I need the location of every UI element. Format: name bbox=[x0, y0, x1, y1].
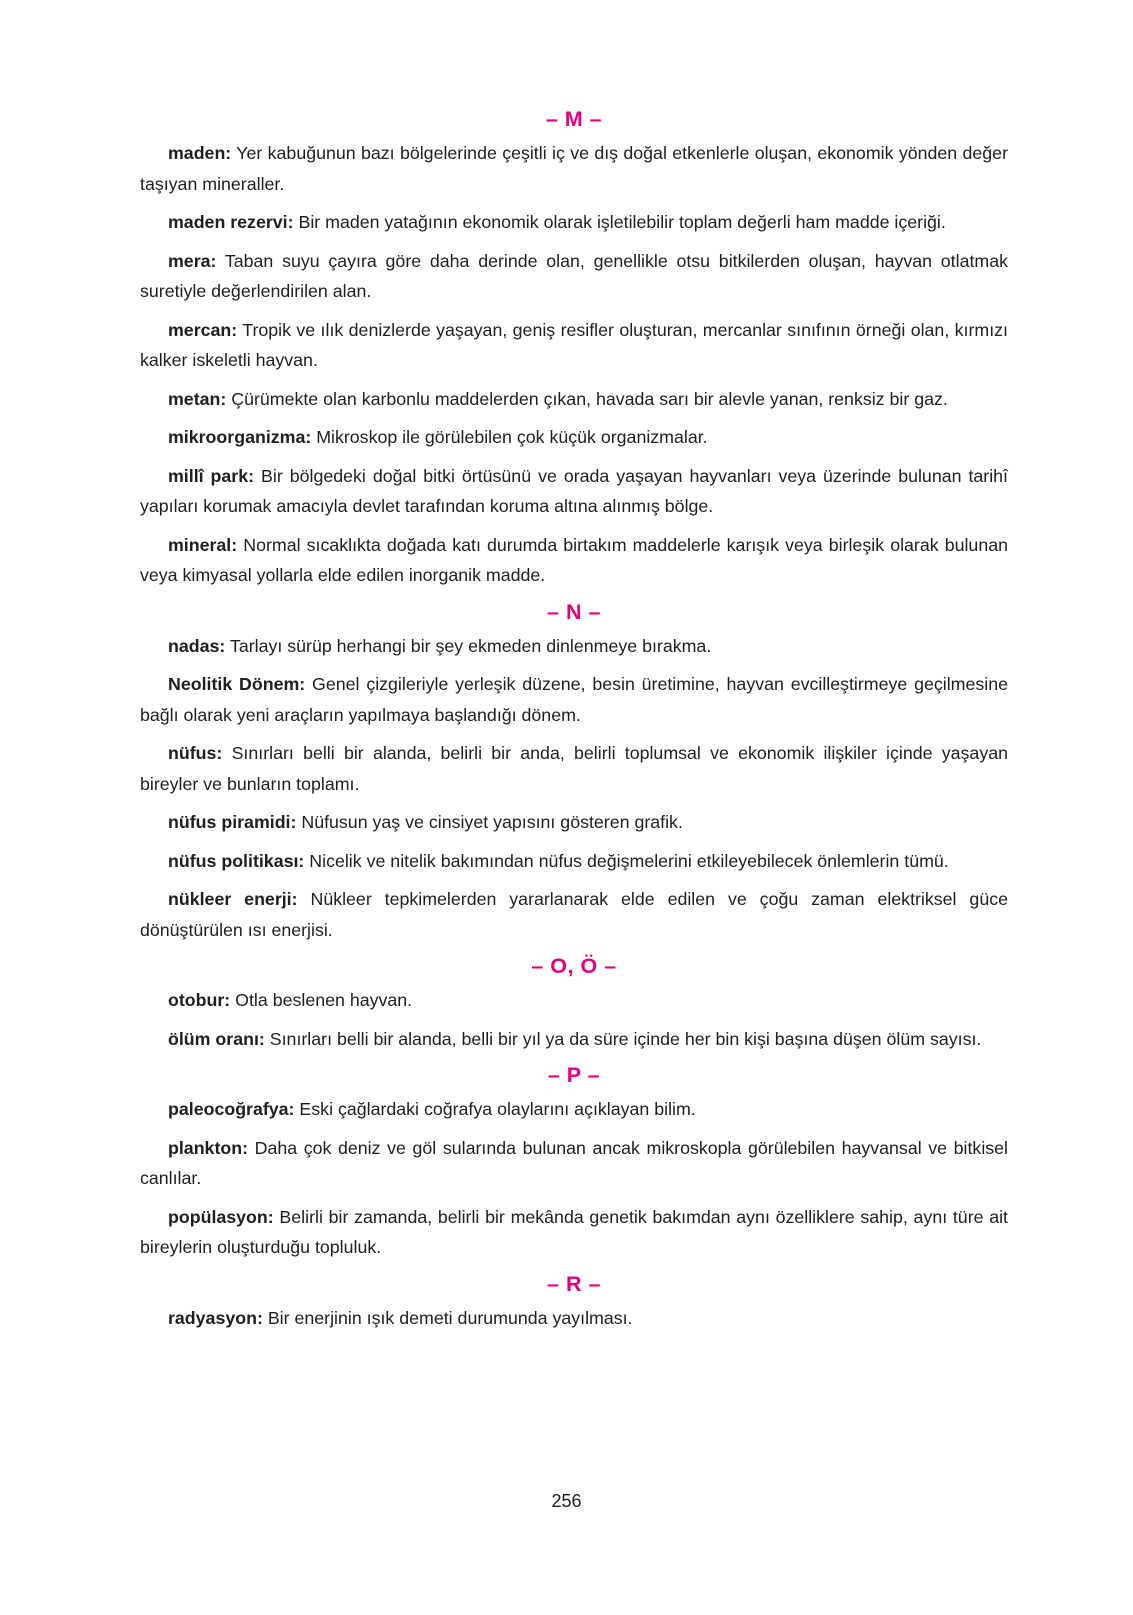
glossary-entry bbox=[140, 461, 1008, 522]
glossary-entry bbox=[140, 807, 1008, 838]
glossary-entry bbox=[140, 1133, 1008, 1194]
entry-definition: Bir bölgedeki doğal bitki örtüsünü ve orada yaşayan hayvanları veya üzerinde bulunan tarihî yapıları korumak amacıyla devlet tarafından koruma altına alınmış bölge. bbox=[140, 465, 1008, 516]
entry-definition: Nükleer tepkimelerden yararlanarak elde edilen ve çoğu zaman elektriksel güce dönüştürülen ısı enerjisi. bbox=[140, 889, 1008, 940]
entry-term: otobur: bbox=[168, 990, 231, 1010]
entry-definition: Otla beslenen hayvan. bbox=[230, 990, 413, 1010]
glossary-entry bbox=[140, 985, 1008, 1016]
glossary-entry bbox=[140, 884, 1008, 945]
entry-term: nüfus politikası: bbox=[168, 850, 305, 871]
glossary-entry bbox=[140, 846, 1008, 877]
entry-definition: Normal sıcaklıkta doğada katı durumda birtakım maddelerle karışık veya birleşik olarak bulunan veya kimyasal yollarla elde edilen inorganik madde. bbox=[140, 534, 1008, 585]
entry-term: nadas: bbox=[168, 635, 226, 656]
entry-term: nüfus piramidi: bbox=[168, 812, 297, 832]
entry-term: paleocoğrafya: bbox=[168, 1099, 295, 1119]
glossary-section-o bbox=[140, 953, 1008, 1054]
entry-definition: Tropik ve ılık denizlerde yaşayan, geniş resifler oluşturan, mercanlar sınıfının örneği olan, kırmızı kalker iskeletli hayvan. bbox=[140, 319, 1008, 370]
glossary-entry bbox=[140, 315, 1008, 376]
entry-term: millî park: bbox=[168, 465, 255, 486]
entry-term: plankton: bbox=[168, 1137, 249, 1158]
entry-term: mineral: bbox=[168, 534, 238, 555]
glossary-entry bbox=[140, 1024, 1008, 1055]
entry-definition: Bir maden yatağının ekonomik olarak işletilebilir toplam değerli ham madde içeriği. bbox=[293, 212, 946, 232]
entry-definition: Daha çok deniz ve göl sularında bulunan ancak mikroskopla görülebilen hayvansal ve bitkisel canlılar. bbox=[140, 1137, 1008, 1188]
glossary-entry bbox=[140, 1202, 1008, 1263]
entry-term: metan: bbox=[168, 388, 227, 409]
section-letter-heading: – P – bbox=[547, 1063, 601, 1087]
glossary-section-m bbox=[140, 106, 1008, 591]
entry-definition: Sınırları belli bir alanda, belli bir yıl ya da süre içinde her bin kişi başına düşen ölüm sayısı. bbox=[264, 1028, 982, 1049]
section-letter-heading: – R – bbox=[547, 1271, 601, 1296]
entry-term: nükleer enerji: bbox=[168, 889, 298, 909]
entry-definition: Yer kabuğunun bazı bölgelerinde çeşitli iç ve dış doğal etkenlerle oluşan, ekonomik yönden değer taşıyan mineraller. bbox=[140, 143, 1008, 194]
section-letter-heading: – M – bbox=[545, 107, 603, 131]
entry-definition: Mikroskop ile görülebilen çok küçük organizmalar. bbox=[311, 427, 708, 447]
glossary-entry bbox=[140, 138, 1008, 199]
glossary-section-r bbox=[140, 1271, 1008, 1334]
entry-term: nüfus: bbox=[168, 743, 223, 763]
glossary-entry bbox=[140, 246, 1008, 307]
glossary-section-p bbox=[140, 1062, 1008, 1263]
page-number: 256 bbox=[551, 1491, 582, 1511]
section-letter-heading: – O, Ö – bbox=[531, 954, 617, 978]
entry-definition: Bir enerjinin ışık demeti durumunda yayılması. bbox=[262, 1307, 633, 1328]
section-letter-heading: – N – bbox=[547, 599, 601, 624]
entry-term: mikroorganizma: bbox=[168, 427, 312, 447]
glossary-page bbox=[140, 106, 1008, 1341]
entry-term: maden: bbox=[168, 143, 232, 163]
glossary-entry bbox=[140, 738, 1008, 799]
entry-definition: Genel çizgileriyle yerleşik düzene, besin üretimine, hayvan evcilleştirmeye geçilmesine bağlı olarak yeni araçların yapılmaya başlandığı dönem. bbox=[140, 674, 1008, 725]
glossary-entry bbox=[140, 631, 1008, 662]
glossary-entry bbox=[140, 669, 1008, 730]
entry-term: Neolitik Dönem: bbox=[168, 674, 306, 694]
glossary-entry bbox=[140, 1303, 1008, 1334]
entry-definition: Belirli bir zamanda, belirli bir mekânda genetik bakımdan aynı özelliklere sahip, aynı türe ait bireylerin oluşturduğu topluluk. bbox=[140, 1206, 1008, 1257]
entry-term: maden rezervi: bbox=[168, 212, 294, 232]
entry-term: popülasyon: bbox=[168, 1206, 274, 1227]
entry-definition: Çürümekte olan karbonlu maddelerden çıkan, havada sarı bir alevle yanan, renksiz bir gaz. bbox=[226, 388, 948, 409]
glossary-entry bbox=[140, 207, 1008, 238]
glossary-entry bbox=[140, 384, 1008, 415]
entry-term: mercan: bbox=[168, 319, 238, 340]
entry-definition: Tarlayı sürüp herhangi bir şey ekmeden dinlenmeye bırakma. bbox=[225, 635, 712, 656]
entry-definition: Sınırları belli bir alanda, belirli bir anda, belirli toplumsal ve ekonomik ilişkiler içinde yaşayan bireyler ve bunların toplamı. bbox=[140, 743, 1008, 794]
glossary-entry bbox=[140, 1094, 1008, 1125]
entry-definition: Eski çağlardaki coğrafya olaylarını açıklayan bilim. bbox=[294, 1099, 696, 1119]
entry-term: mera: bbox=[168, 250, 217, 271]
entry-definition: Nicelik ve nitelik bakımından nüfus değişmelerini etkileyebilecek önlemlerin tümü. bbox=[304, 850, 949, 871]
entry-definition: Nüfusun yaş ve cinsiyet yapısını gösteren grafik. bbox=[296, 812, 683, 832]
entry-term: radyasyon: bbox=[168, 1307, 263, 1328]
glossary-section-n bbox=[140, 599, 1008, 946]
glossary-entry bbox=[140, 530, 1008, 591]
glossary-entry bbox=[140, 422, 1008, 453]
entry-definition: Taban suyu çayıra göre daha derinde olan, genellikle otsu bitkilerden oluşan, hayvan otlatmak suretiyle değerlendirilen alan. bbox=[140, 250, 1008, 301]
entry-term: ölüm oranı: bbox=[168, 1028, 265, 1049]
